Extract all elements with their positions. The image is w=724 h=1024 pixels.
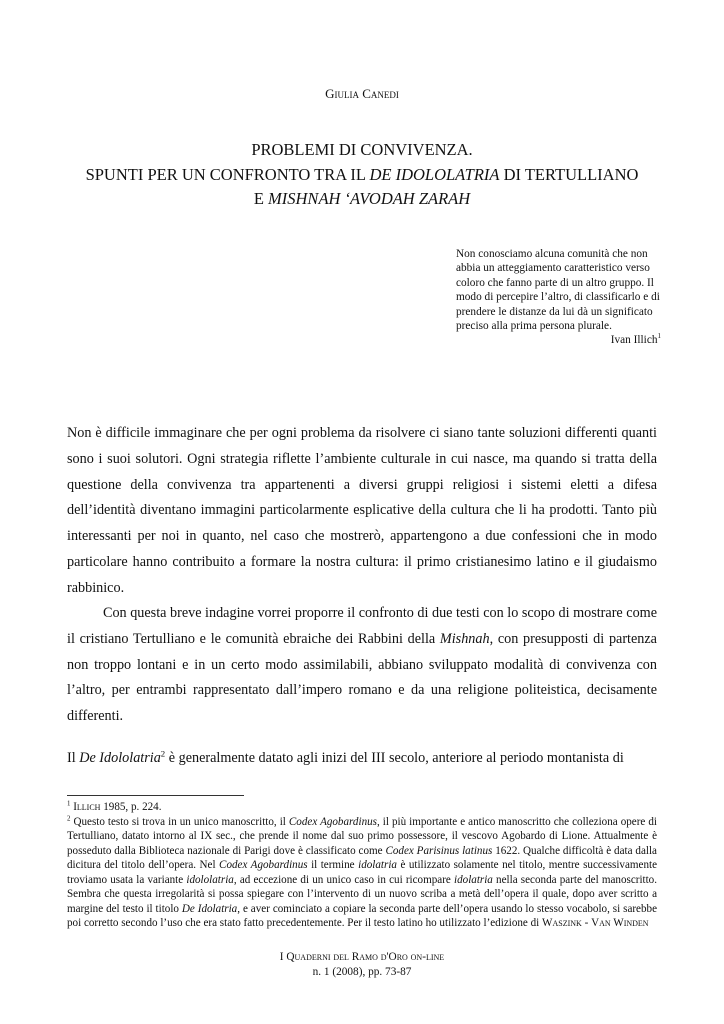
paragraph-text: è generalmente datato agli inizi del III secolo, anteriore al periodo montanista di bbox=[165, 750, 624, 766]
epigraph-author bbox=[456, 333, 661, 347]
page-footer bbox=[0, 950, 724, 980]
footnote-text: , ad eccezione di un unico caso in cui ricompare bbox=[233, 873, 455, 886]
title-text: DI TERTULLIANO bbox=[499, 164, 639, 184]
footnote-author: Waszink bbox=[542, 917, 582, 929]
epigraph-author-name: Ivan Illich bbox=[610, 334, 658, 347]
paragraph-italic: De Idololatria bbox=[79, 750, 161, 766]
paragraph-2 bbox=[67, 601, 657, 730]
title-line-3 bbox=[40, 187, 684, 212]
footnote-italic: idololatria bbox=[186, 873, 234, 886]
footnote-italic: Codex Parisinus latinus bbox=[385, 844, 493, 857]
paragraph-3 bbox=[67, 746, 657, 772]
footnote-text: è utilizzato solamente nel titolo, mentre successivamente troviamo usata la variante bbox=[67, 859, 658, 886]
footnote-italic: idolatria bbox=[358, 859, 397, 871]
title-text: E bbox=[253, 189, 269, 208]
title-line-2 bbox=[40, 163, 684, 188]
footnote-italic: Codex Agobardinus bbox=[219, 859, 308, 871]
paragraph-1: Non è difficile immaginare che per ogni problema da risolvere ci siano tante soluzioni differenti quanti sono i suoi solutori. Ogni strategia riflette l’ambiente culturale in cui nasce, ma quando si tratta della questione della convivenza tra appartenenti a diversi gruppi religiosi i sistemi eletti a difesa dell’identità diventano immagini particolarmente esplicative della cultura che li ha prodotti. Tanto più interessanti per noi in quanto, nel caso che mostrerò, appartengono a due confessioni che in modo particolare hanno contribuito a formare la nostra cultura: il primo cristianesimo latino e il giudaismo rabbinico. bbox=[67, 425, 657, 596]
footnote-text: nella seconda parte del manoscritto. Sembra che questa irregolarità si possa spiegare con l’intervento di un nuovo scriba a metà dell’opera il quale, dopo aver scritto a margine del testo il titolo bbox=[67, 873, 658, 915]
footnote-text: , il più importante e antico manoscritto che colleziona opere di Tertulliano, datato intorno al IX sec., che prende il nome dal suo primo possessore, il vescovo Agobardo di Lione. Attualmente è posseduto dalla Biblioteca nazionale di Parigi dove è classificato come bbox=[67, 815, 658, 857]
paragraph-text: , con presupposti di partenza non troppo lontani e in un certo modo assimilabili, abbiano sviluppato modalità di convivenza con l’altro, per entrambi rappresentato dall’impero romano e da una religione politeistica, decisamente differenti. bbox=[67, 630, 657, 725]
footnote-divider bbox=[67, 795, 244, 796]
epigraph-text: Non conosciamo alcuna comunità che non abbia un atteggiamento caratteristico verso coloro che fanno parte di un altro gruppo. Il modo di percepire l’altro, di classificarlo e di prendere le distanze da lui dà un significato preciso alla prima persona plurale. bbox=[456, 248, 660, 333]
footnote-italic: De Idolatria bbox=[181, 902, 238, 915]
footnote-2 bbox=[67, 815, 657, 931]
footnote-author: Van Winden bbox=[591, 917, 649, 929]
paragraph-text: Con questa breve indagine vorrei proporre il confronto di due testi con lo scopo di mostrare come il cristiano Tertulliano e le comunità ebraiche dei Rabbini della bbox=[67, 605, 657, 647]
title-text: SPUNTI PER UN CONFRONTO TRA IL bbox=[85, 164, 370, 184]
footnote-text: 1622. Qualche difficoltà è data dalla dicitura del titolo dell’opera. Nel bbox=[67, 844, 657, 871]
footnote-ref[interactable]: 1 bbox=[657, 332, 661, 341]
footnote-ref[interactable]: 2 bbox=[160, 748, 166, 759]
author-name: Giulia Canedi bbox=[325, 86, 399, 101]
footnote-text: il termine bbox=[307, 859, 359, 871]
epigraph bbox=[456, 247, 661, 348]
title-italic: DE IDOLOLATRIA bbox=[369, 164, 500, 184]
title-line-1: PROBLEMI DI CONVIVENZA. bbox=[251, 140, 473, 159]
footnote-author: Illich bbox=[73, 801, 101, 813]
paragraph-italic: Mishnah bbox=[439, 630, 490, 647]
footnote-italic: idolatria bbox=[454, 873, 493, 886]
paragraph-text: Il bbox=[67, 750, 80, 766]
footnote-number: 2 bbox=[67, 814, 71, 822]
journal-name: I Quaderni del Ramo d'Oro on-line bbox=[279, 951, 445, 963]
footnote-text: , e aver cominciato a copiare la seconda parte dell’opera usando lo stesso vocabolo, si sarebbe poi corretto secondo l’uso che era stato fatto precedentemente. Per il testo latino ho utilizzato l’edizione di bbox=[67, 902, 658, 929]
footnotes bbox=[67, 800, 657, 931]
footnote-text: - bbox=[581, 917, 592, 929]
footnote-1 bbox=[67, 800, 657, 815]
footnote-text: 1985, p. 224. bbox=[100, 801, 162, 813]
issue-info: n. 1 (2008), pp. 73-87 bbox=[312, 966, 412, 978]
footnote-italic: Codex Agobardinus bbox=[288, 815, 377, 828]
footnote-text: Questo testo si trova in un unico manoscritto, il bbox=[70, 815, 289, 828]
footnote-number: 1 bbox=[67, 800, 71, 808]
title-italic: MISHNAH ‘AVODAH ZARAH bbox=[268, 189, 471, 208]
article-title bbox=[40, 138, 684, 212]
